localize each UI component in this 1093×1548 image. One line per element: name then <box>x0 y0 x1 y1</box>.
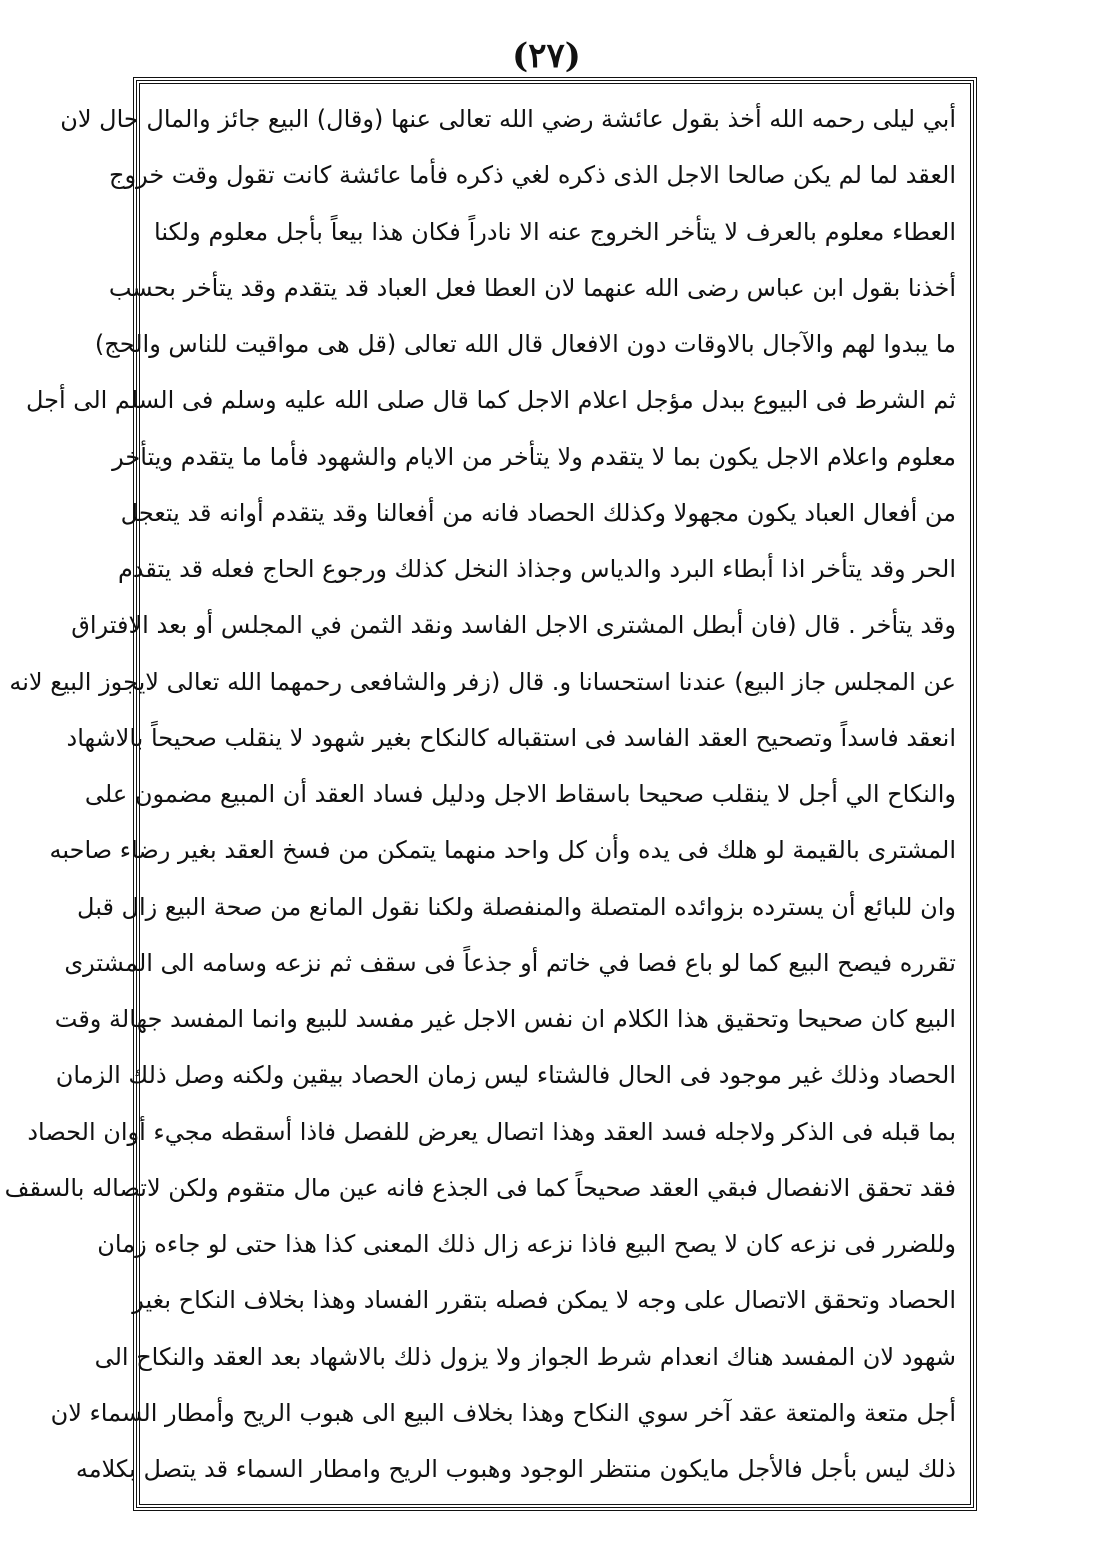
text-line-2: العقد لما لم يكن صالحا الاجل الذى ذكره لغي ذكره فأما عائشة كانت تقول وقت خروج <box>109 161 956 190</box>
text-line-21: وللضرر فى نزعه كان لا يصح البيع فاذا نزعه زال ذلك المعنى كذا هذا حتى لو جاءه زمان <box>97 1230 956 1258</box>
text-line-11: عن المجلس جاز البيع) عندنا استحسانا و. قال (زفر والشافعى رحمهما الله تعالى لايجوز البيع لانه <box>9 667 956 696</box>
text-line-6: ثم الشرط فى البيوع ببدل مؤجل اعلام الاجل كما قال صلى الله عليه وسلم فى السلم الى أجل <box>26 386 956 415</box>
text-line-24: أجل متعة والمتعة عقد آخر سوي النكاح وهذا بخلاف البيع الى هبوب الريح وأمطار السماء لان <box>50 1398 956 1427</box>
text-line-5: ما يبدوا لهم والآجال بالاوقات دون الافعال قال الله تعالى (قل هى مواقيت للناس والحج) <box>94 330 956 358</box>
text-line-13: والنكاح الي أجل لا ينقلب صحيحا باسقاط الاجل ودليل فساد العقد أن المبيع مضمون على <box>84 780 956 808</box>
text-line-3: العطاء معلوم بالعرف لا يتأخر الخروج عنه الا نادراً فكان هذا بيعاً بأجل معلوم ولكنا <box>154 217 956 246</box>
text-line-25: ذلك ليس بأجل فالأجل مايكون منتظر الوجود وهبوب الريح وامطار السماء قد يتصل بكلامه <box>75 1455 956 1483</box>
text-body <box>4 96 956 1492</box>
text-line-14: المشترى بالقيمة لو هلك فى يده وأن كل واحد منهما يتمكن من فسخ العقد بغير رضاء صاحبه <box>49 836 956 865</box>
text-line-19: بما قبله فى الذكر ولاجله فسد العقد وهذا اتصال يعرض للفصل فاذا أسقطه مجيء أوان الحصاد <box>27 1117 956 1146</box>
text-line-20: فقد تحقق الانفصال فبقي العقد صحيحاً كما فى الجذع فانه عين مال متقوم ولكن لاتصاله بالسقف <box>4 1173 956 1202</box>
text-frame <box>4 80 974 1508</box>
text-line-23: شهود لان المفسد هناك انعدام شرط الجواز ولا يزول ذلك بالاشهاد بعد العقد والنكاح الى <box>94 1342 956 1371</box>
text-line-15: وان للبائع أن يسترده بزوائده المتصلة والمنفصلة ولكنا نقول المانع من صحة البيع زال قبل <box>77 892 956 921</box>
text-line-8: من أفعال العباد يكون مجهولا وكذلك الحصاد فانه من أفعالنا وقد يتقدم أوانه قد يتعجل <box>120 498 956 527</box>
text-line-12: انعقد فاسداً وتصحيح العقد الفاسد فى استقباله كالنكاح بغير شهود لا ينقلب صحيحاً بالاشهاد <box>66 723 956 752</box>
text-line-4: أخذنا بقول ابن عباس رضى الله عنهما لان العطا فعل العباد قد يتقدم وقد يتأخر بحسب <box>108 273 956 302</box>
text-line-18: الحصاد وذلك غير موجود فى الحال فالشتاء ليس زمان الحصاد بيقين ولكنه وصل ذلك الزمان <box>55 1061 956 1090</box>
text-line-22: الحصاد وتحقق الاتصال على وجه لا يمكن فصله بتقرر الفساد وهذا بخلاف النكاح بغير <box>132 1286 956 1315</box>
page-number: (٢٧) <box>512 36 581 76</box>
text-line-10: وقد يتأخر . قال (فان أبطل المشترى الاجل الفاسد ونقد الثمن في المجلس أو بعد الافتراق <box>71 611 956 640</box>
text-line-9: الحر وقد يتأخر اذا أبطاء البرد والدياس وجذاذ النخل كذلك ورجوع الحاج فعله قد يتقدم <box>117 555 956 583</box>
text-line-17: البيع كان صحيحا وتحقيق هذا الكلام ان نفس الاجل غير مفسد للبيع وانما المفسد جهالة وقت <box>54 1005 956 1033</box>
text-line-16: تقرره فيصح البيع كما لو باع فصا في خاتم أو جذعاً فى سقف ثم نزعه وسامه الى المشترى <box>64 948 956 977</box>
text-line-7: معلوم واعلام الاجل يكون بما لا يتقدم ولا يتأخر من الايام والشهود فأما ما يتقدم ويتأخر <box>112 442 956 471</box>
text-line-1: أبي ليلى رحمه الله أخذ بقول عائشة رضي الله تعالى عنها (وقال) البيع جائز والمال حال لان <box>60 105 956 133</box>
